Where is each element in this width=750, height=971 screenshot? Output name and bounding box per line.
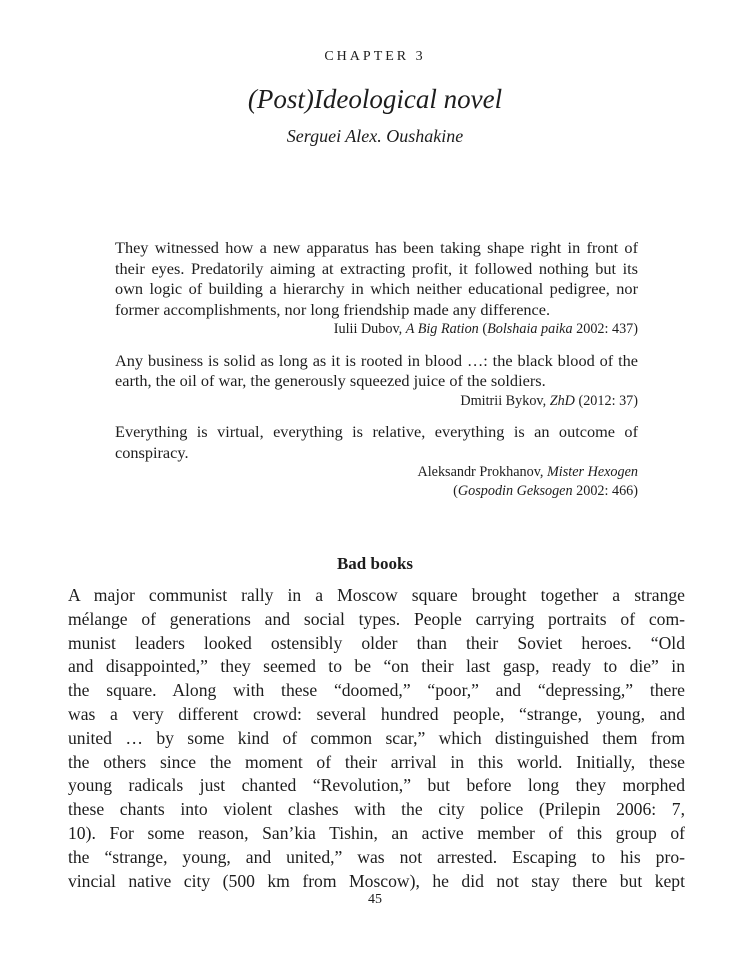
source-citation: (2012: 37) [578, 392, 638, 409]
source-paren: ( [482, 321, 488, 337]
body-line: these chants into violent clashes with the city police (Prilepin 2006: 7, [68, 799, 685, 820]
source-author: Aleksandr Prokhanov, [417, 464, 544, 480]
chapter-author: Serguei Alex. Oushakine [286, 126, 464, 146]
epigraph-source [115, 320, 638, 339]
source-title: A Big Ration [405, 321, 479, 337]
body-line: munist leaders looked ostensibly older than their Soviet heroes. “Old [68, 632, 685, 653]
source-citation: 2002: 466) [576, 482, 638, 499]
page-number: 45 [368, 892, 382, 907]
body-line: vincial native city (500 km from Moscow), he did not stay there but kept [68, 870, 685, 891]
chapter-label: CHAPTER 3 [324, 49, 426, 64]
epigraph-source [115, 392, 638, 411]
section-heading: Bad books [336, 554, 414, 573]
chapter-title: (Post)Ideological novel [247, 84, 503, 114]
epigraph [115, 422, 638, 500]
source-title: Mister Hexogen [546, 464, 638, 480]
source-original-title: Bolshaia paika [487, 321, 573, 337]
body-line: the “strange, young, and united,” was not arrested. Escaping to his pro- [68, 846, 685, 867]
body-line: the square. Along with these “doomed,” “poor,” and “depressing,” there [68, 680, 685, 701]
epigraph-text: Everything is virtual, everything is relative, everything is an outcome of conspiracy. [115, 422, 638, 462]
source-title: ZhD [549, 392, 575, 409]
epigraph [115, 238, 638, 339]
body-line: A major communist rally in a Moscow square brought together a strange [68, 585, 685, 605]
body-line: the others since the moment of their arrival in this world. Initially, these [68, 751, 685, 772]
body-line: united … by some kind of common scar,” which distinguished them from [68, 727, 685, 748]
body-line: was a very different crowd: several hundred people, “strange, young, and [68, 703, 685, 724]
epigraph [115, 351, 638, 411]
body-paragraph [68, 584, 685, 893]
body-line: young radicals just chanted “Revolution,” but before long they morphed [68, 775, 685, 796]
epigraph-text: They witnessed how a new apparatus has been taking shape right in front of their eyes. Predatorily aiming at extracting profit, it followed nothing but its own logic of building a hierarchy in which neither educational pedigree, nor former accomplishments, nor long friendship made any difference. [115, 238, 638, 319]
source-citation: 2002: 437) [576, 321, 638, 337]
source-paren: ( [453, 482, 458, 499]
epigraph-text: Any business is solid as long as it is rooted in blood …: the black blood of the earth, the oil of war, the generously squeezed juice of the soldiers. [115, 350, 638, 390]
epigraph-source [115, 463, 638, 500]
body-line: and disappointed,” they seemed to be “on their last gasp, ready to die” in [68, 656, 685, 677]
body-line: 10). For some reason, San’kia Tishin, an active member of this group of [68, 822, 685, 843]
epigraphs [115, 238, 638, 512]
source-original-title: Gospodin Geksogen [457, 482, 573, 499]
source-author: Iulii Dubov, [333, 321, 403, 337]
body-line: mélange of generations and social types. People carrying portraits of com- [68, 608, 685, 629]
source-author: Dmitrii Bykov, [460, 392, 547, 409]
